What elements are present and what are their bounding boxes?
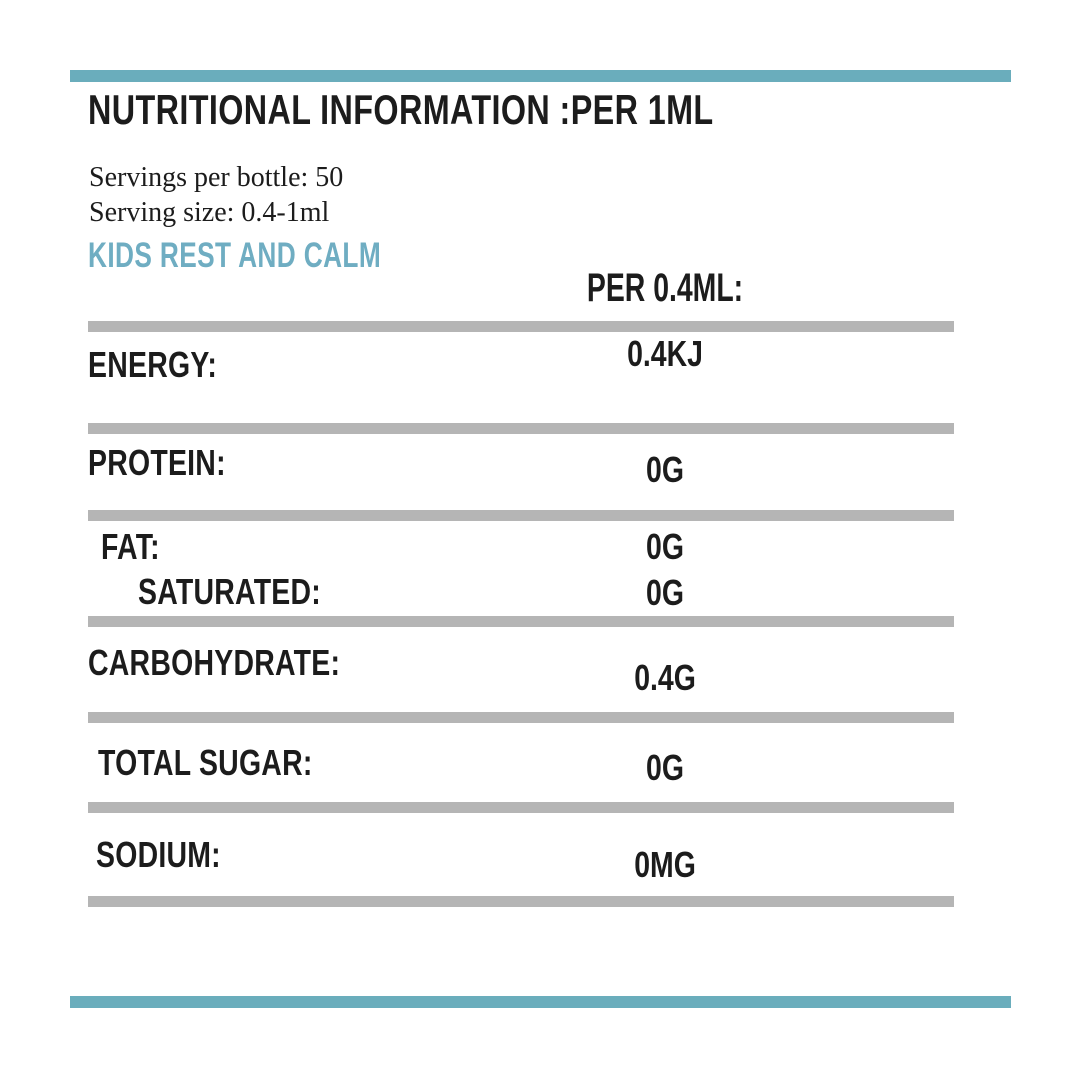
column-header-per-04ml xyxy=(480,268,850,308)
nutrient-value-sodium xyxy=(480,844,850,885)
divider xyxy=(88,712,954,723)
nutrient-value-saturated xyxy=(480,572,850,613)
nutrient-label-fat: FAT: xyxy=(101,526,160,567)
bottom-accent-bar xyxy=(70,996,1011,1008)
divider xyxy=(88,802,954,813)
divider xyxy=(88,321,954,332)
product-name: KIDS REST AND CALM xyxy=(88,236,382,275)
nutrient-value-fat xyxy=(480,526,850,567)
nutrient-value-protein xyxy=(480,449,850,490)
nutrient-label-total-sugar: TOTAL SUGAR: xyxy=(98,742,313,783)
divider xyxy=(88,510,954,521)
nutrient-value-energy-text: 0.4KJ xyxy=(627,333,703,374)
nutrient-value-total-sugar xyxy=(480,747,850,788)
column-header-text: PER 0.4ML: xyxy=(586,266,744,310)
nutrient-value-sodium-text: 0MG xyxy=(634,844,696,885)
nutrient-value-energy xyxy=(480,333,850,374)
nutrient-label-protein: PROTEIN: xyxy=(88,442,226,483)
nutrient-label-carbohydrate: CARBOHYDRATE: xyxy=(88,642,341,683)
page-title: NUTRITIONAL INFORMATION :PER 1ML xyxy=(88,86,714,133)
nutrient-value-carbohydrate-text: 0.4G xyxy=(634,657,696,698)
nutrient-value-carbohydrate xyxy=(480,657,850,698)
nutrient-label-sodium: SODIUM: xyxy=(96,834,221,875)
divider xyxy=(88,423,954,434)
nutrient-label-energy: ENERGY: xyxy=(88,344,218,385)
serving-size-text: Serving size: 0.4-1ml xyxy=(89,197,330,228)
nutrient-label-saturated: SATURATED: xyxy=(138,571,321,612)
divider xyxy=(88,616,954,627)
servings-per-bottle-text: Servings per bottle: 50 xyxy=(89,162,344,193)
top-accent-bar xyxy=(70,70,1011,82)
nutrient-value-saturated-text: 0G xyxy=(646,572,684,613)
nutrient-value-fat-text: 0G xyxy=(646,526,684,567)
nutrient-value-total-sugar-text: 0G xyxy=(646,747,684,788)
divider xyxy=(88,896,954,907)
nutrient-value-protein-text: 0G xyxy=(646,449,684,490)
